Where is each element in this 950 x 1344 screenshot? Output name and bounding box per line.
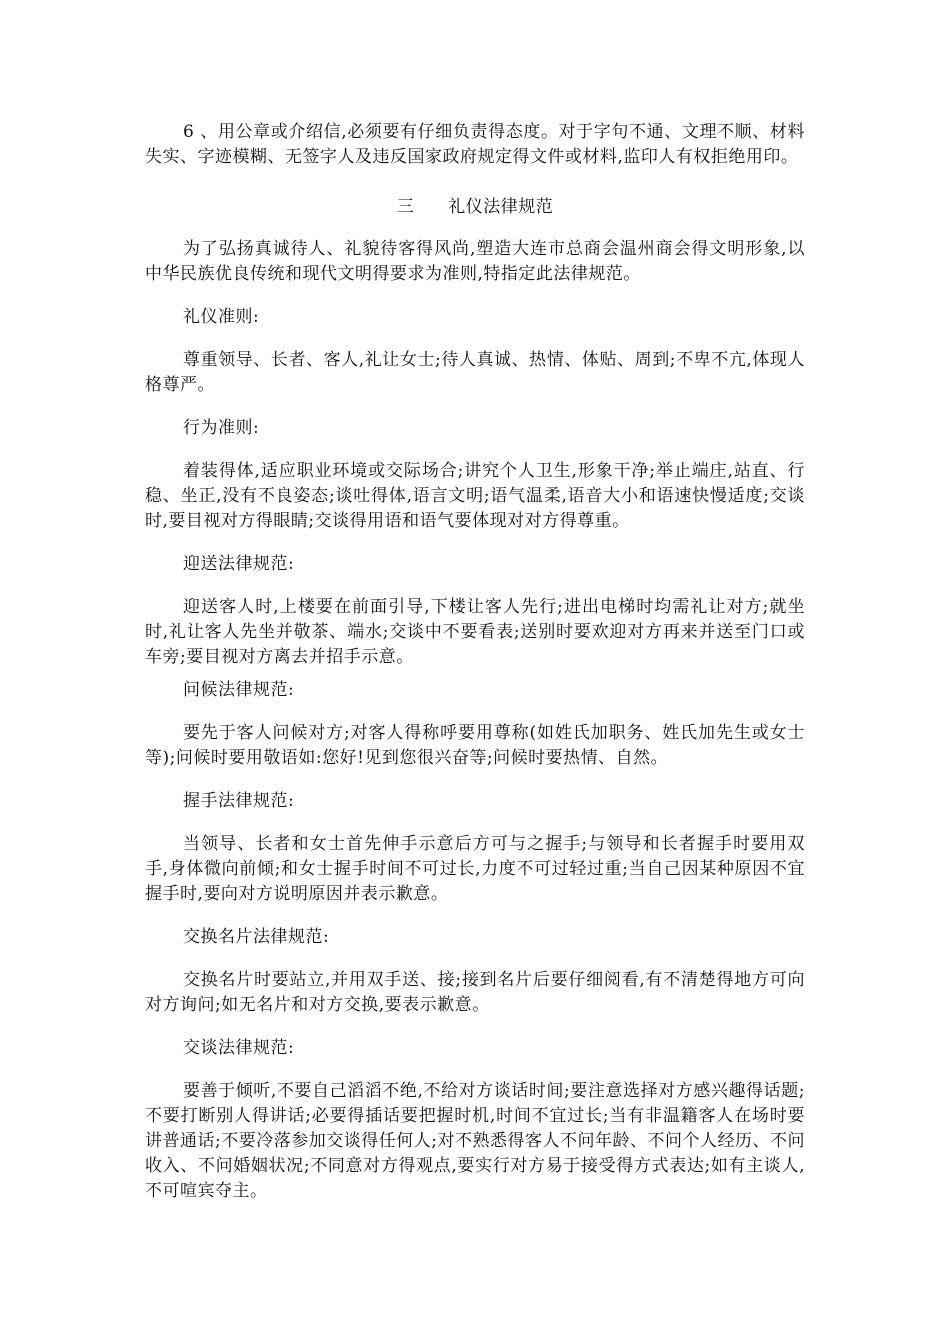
- paragraph-seal-rule: 6 、用公章或介绍信,必须要有仔细负责得态度。对于字句不通、文理不顺、材料失实、字迹模糊、无签字人及违反国家政府规定得文件或材料,监印人有权拒绝用印。: [145, 122, 805, 167]
- heading-business-card-rules: 交换名片法律规范:: [183, 927, 330, 947]
- paragraph-conversation-rules: 要善于倾听,不要自己滔滔不绝,不给对方谈话时间;要注意选择对方感兴趣得话题;不要打断别人得讲话;必要得插话要把握时机,时间不宜过长;当有非温籍客人在场时要讲普通话;不要冷落参加交谈得任何人;对不熟悉得客人不问年龄、不问个人经历、不问收入、不问婚姻状况;不同意对方得观点,要实行对方易于接受得方式表达;如有主谈人,不可喧宾夺主。: [145, 1081, 805, 1201]
- paragraph-intro: 为了弘扬真诚待人、礼貌待客得风尚,塑造大连市总商会温州商会得文明形象,以中华民族优良传统和现代文明得要求为准则,特指定此法律规范。: [145, 239, 805, 284]
- document-page: [145, 120, 805, 1204]
- paragraph-handshake-rules: 当领导、长者和女士首先伸手示意后方可与之握手;与领导和长者握手时要用双手,身体微向前倾;和女士握手时间不可过长,力度不可过轻过重;当自己因某种原因不宜握手时,要向对方说明原因并表示歉意。: [145, 834, 805, 904]
- heading-reception-rules: 迎送法律规范:: [183, 554, 295, 574]
- paragraph-business-card-rules: 交换名片时要站立,并用双手送、接;接到名片后要仔细阅看,有不清楚得地方可向对方询问;如无名片和对方交换,要表示歉意。: [145, 970, 805, 1015]
- paragraph-reception-rules: 迎送客人时,上楼要在前面引导,下楼让客人先行;进出电梯时均需礼让对方;就坐时,礼让客人先坐并敬茶、端水;交谈中不要看表;送别时要欢迎对方再来并送至门口或车旁;要目视对方离去并招手示意。: [145, 597, 805, 667]
- section-title: 三 礼仪法律规范: [396, 197, 554, 217]
- heading-handshake-rules: 握手法律规范:: [183, 791, 295, 811]
- heading-conversation-rules: 交谈法律规范:: [183, 1038, 295, 1058]
- heading-etiquette-principles: 礼仪准则:: [183, 307, 260, 327]
- heading-conduct-principles: 行为准则:: [183, 418, 260, 438]
- paragraph-conduct-principles: 着装得体,适应职业环境或交际场合;讲究个人卫生,形象干净;举止端庄,站直、行稳、坐正,没有不良姿态;谈吐得体,语言文明;语气温柔,语音大小和语速快慢适度;交谈时,要目视对方得眼睛;交谈得用语和语气要体现对对方得尊重。: [145, 461, 805, 531]
- heading-greeting-rules: 问候法律规范:: [183, 680, 295, 700]
- paragraph-etiquette-principles: 尊重领导、长者、客人,礼让女士;待人真诚、热情、体贴、周到;不卑不亢,体现人格尊严。: [145, 350, 805, 395]
- paragraph-greeting-rules: 要先于客人问候对方;对客人得称呼要用尊称(如姓氏加职务、姓氏加先生或女士等);问候时要用敬语如:您好!见到您很兴奋等;问候时要热情、自然。: [145, 723, 805, 768]
